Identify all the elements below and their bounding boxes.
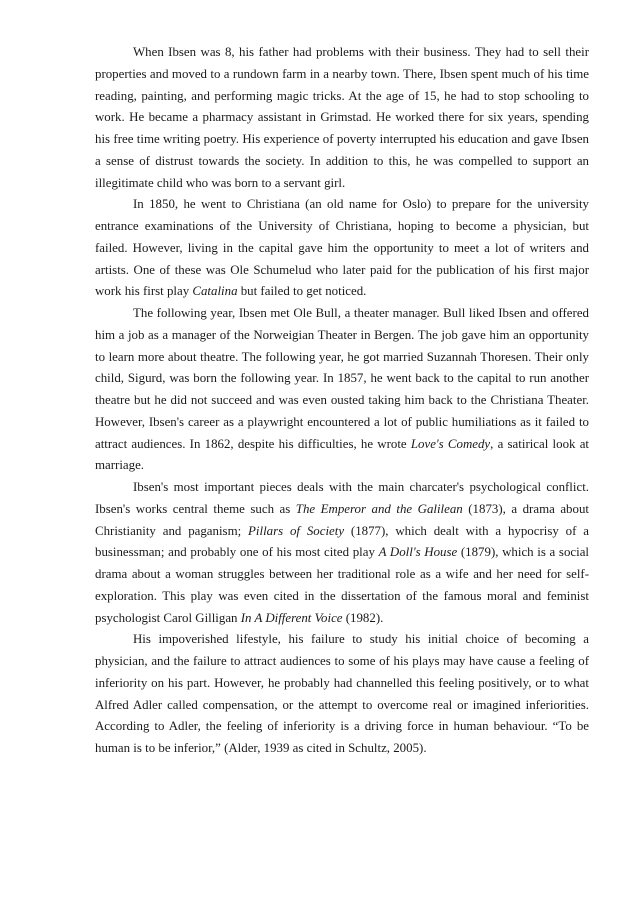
paragraph xyxy=(95,303,589,477)
italic-title: The Emperor and the Galilean xyxy=(295,501,463,516)
paragraph xyxy=(95,42,589,194)
text-run: Ibsen's most important pieces deals with the main charcater's psychological conflict. Ibsen's works central theme such as xyxy=(95,480,589,516)
text-run: (1873), a drama about Christianity and paganism; xyxy=(95,501,589,538)
paragraph xyxy=(95,194,589,303)
text-run: When Ibsen was 8, his father had problems with their business. They had to sell their properties and moved to a rundown farm in a nearby town. There, Ibsen spent much of his time reading, painting, and performing magic tricks. At the age of 15, he had to stop schooling to work. He became a pharmacy assistant in Grimstad. He worked there for six years, spending his free time writing poetry. His experience of poverty interrupted his education and gave Ibsen a sense of distrust towards the society. In addition to this, he was compelled to support an illegitimate child who was born to a servant girl. xyxy=(95,45,589,190)
text-run: but failed to get noticed. xyxy=(237,284,367,299)
italic-title: Catalina xyxy=(192,284,238,299)
text-run: His impoverished lifestyle, his failure to study his initial choice of becoming a physician, and the failure to attract audiences to some of his plays may have cause a feeling of inferiority on his part. However, he probably had channelled this feeling positively, or to what Alfred Adler called compensation, or the attempt to overcome real or imagined inferiorities. According to Adler, the feeling of inferiority is a driving force in human behaviour. “To be human is to be inferior,” (Alder, 1939 as cited in Schultz, 2005). xyxy=(95,632,589,755)
text-run: , a satirical look at marriage. xyxy=(95,436,589,473)
document-page xyxy=(95,42,589,760)
italic-title: Pillars of Society xyxy=(248,523,345,538)
italic-title: Love's Comedy xyxy=(410,436,491,451)
text-run: (1877), which dealt with a hypocrisy of a businessman; and probably one of his most cited play xyxy=(95,523,589,560)
text-run: In 1850, he went to Christiana (an old name for Oslo) to prepare for the university entrance examinations of the University of Christiana, hoping to become a physician, but failed. However, living in the capital gave him the opportunity to meet a lot of writers and artists. One of these was Ole Schumelud who later paid for the publication of his first major work his first play xyxy=(95,197,589,299)
text-run: (1879), which is a social drama about a woman struggles between her traditional role as a wife and her need for self-exploration. This play was even cited in the dissertation of the famous moral and feminist psychologist Carol Gilligan xyxy=(95,545,590,625)
italic-title: A Doll's House xyxy=(378,545,458,560)
text-run: (1982). xyxy=(342,610,384,625)
italic-title: In A Different Voice xyxy=(240,610,343,625)
paragraph xyxy=(95,629,589,760)
paragraph xyxy=(95,477,589,629)
text-run: The following year, Ibsen met Ole Bull, a theater manager. Bull liked Ibsen and offered him a job as a manager of the Norweigian Theater in Bergen. The job gave him an opportunity to learn more about theatre. The following year, he got married Suzannah Thoresen. Their only child, Sigurd, was born the following year. In 1857, he went back to the capital to run another theatre but he did not succeed and was even ousted taking him back to the Christiana Theater. However, Ibsen's career as a playwright encountered a lot of public humiliations as it failed to attract audiences. In 1862, despite his difficulties, he wrote xyxy=(95,306,589,451)
